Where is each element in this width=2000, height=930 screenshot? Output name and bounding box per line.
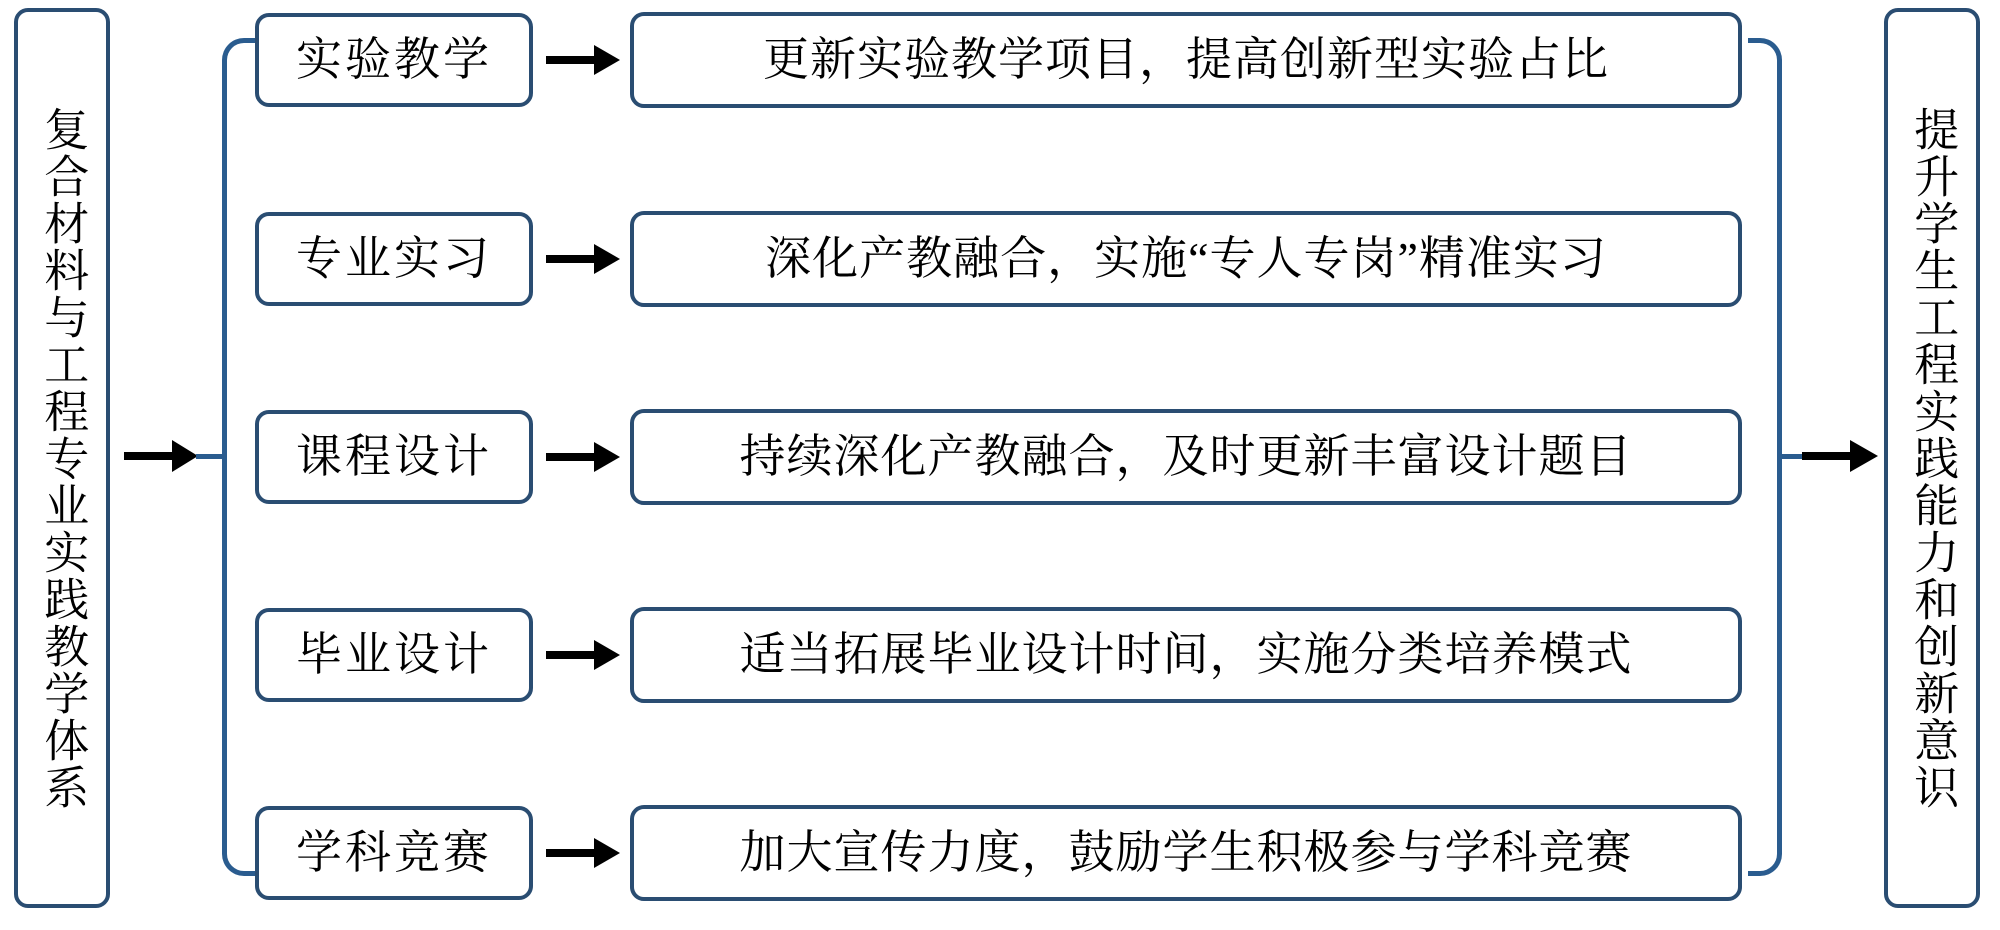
- row-arrow-icon-1: [544, 40, 622, 80]
- input-node: 复合材料与工程专业实践教学体系: [14, 8, 110, 908]
- right-bracket: [1748, 38, 1782, 876]
- left-bracket: [222, 38, 256, 876]
- detail-box-5: 加大宣传力度，鼓励学生积极参与学科竞赛: [630, 805, 1742, 901]
- detail-box-4: 适当拓展毕业设计时间，实施分类培养模式: [630, 607, 1742, 703]
- stage-box-1: 实验教学: [255, 13, 533, 107]
- stage-box-2: 专业实习: [255, 212, 533, 306]
- row-arrow-icon-5: [544, 833, 622, 873]
- output-node: 提升学生工程实践能力和创新意识: [1884, 8, 1980, 908]
- row-arrow-icon-4: [544, 635, 622, 675]
- detail-box-3: 持续深化产教融合，及时更新丰富设计题目: [630, 409, 1742, 505]
- exit-arrow-icon: [1800, 434, 1880, 478]
- detail-box-2: 深化产教融合，实施“专人专岗”精准实习: [630, 211, 1742, 307]
- stage-box-4: 毕业设计: [255, 608, 533, 702]
- left-bracket-stub: [196, 454, 226, 459]
- detail-box-1: 更新实验教学项目，提高创新型实验占比: [630, 12, 1742, 108]
- row-arrow-icon-3: [544, 437, 622, 477]
- stage-box-3: 课程设计: [255, 410, 533, 504]
- entry-arrow-icon: [122, 434, 200, 478]
- stage-box-5: 学科竞赛: [255, 806, 533, 900]
- row-arrow-icon-2: [544, 239, 622, 279]
